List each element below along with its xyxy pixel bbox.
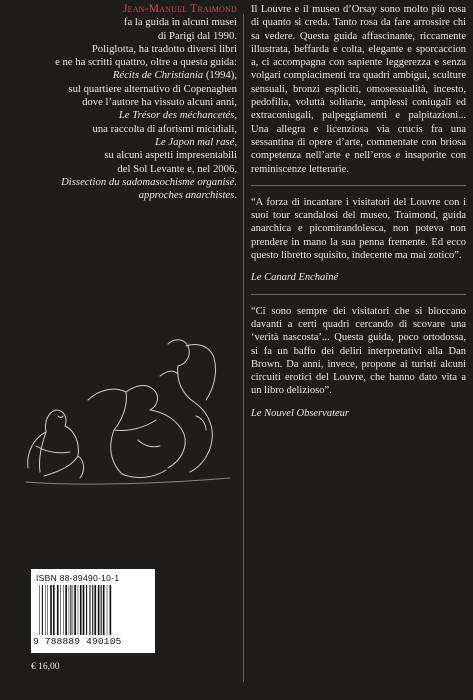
bio-line-text: fa la guida in alcuni musei	[123, 16, 237, 29]
quote-text: “Ci sono sempre dei visitatori che si bloccano davanti a certi quadri cercando di scovare una ‘verità nascosta’... Questa guida, poco ortodossa, si fa un baffo dei deliri interpretativi alla Dan Brown. Da anni, invece, propone ai turisti alcuni circuiti erotici del Louvre, che hanno dato vita a un libro delizioso”.	[251, 305, 466, 397]
barcode-label	[31, 569, 155, 653]
isbn-text: ISBN 88-89490-10-1	[36, 573, 120, 583]
bio-line-suffix: ,	[234, 109, 237, 122]
barcode-bar	[65, 585, 67, 635]
barcode-bar	[47, 585, 48, 635]
bio-line-suffix: .	[234, 189, 237, 202]
bio-line	[7, 83, 237, 96]
barcode-digits: 9 788889 490105	[33, 636, 122, 647]
bio-line-text: Le Trésor des méchancetés	[118, 109, 235, 122]
bio-line	[7, 16, 237, 29]
bio-line-text: Dissection du sadomasochisme organisé.	[61, 175, 237, 188]
bio-line	[7, 189, 237, 202]
bio-line	[7, 123, 237, 136]
barcode-bars	[38, 585, 148, 635]
barcode-bar	[70, 585, 71, 635]
barcode-bar	[50, 585, 52, 635]
bio-line	[7, 30, 237, 43]
figure-line-drawing	[18, 320, 238, 490]
author-bio	[7, 3, 237, 202]
barcode-bar	[83, 585, 85, 635]
barcode-bar	[57, 585, 59, 635]
barcode-bar	[74, 585, 76, 635]
quote-text: “A forza di incantare i visitatori del Louvre con i suoi tour scandalosi del museo, Traimond, guida anarchica e picomirandolesca, non poteva non prendere in mano la sua penna fremente. Ed ecco questo libretto squisito, indecente ma mai zotico”.	[251, 196, 466, 262]
bio-line	[7, 109, 237, 122]
bio-line-text: Poliglotta, ha tradotto diversi libri	[91, 42, 237, 55]
quote-source: Le Canard Enchaîné	[251, 272, 339, 284]
book-description: Il Louvre e il museo d’Orsay sono molto più rosa di quanto si creda. Tanto rosa da fare arrossire chi sa vedere. Questa guida affascinante, riccamente illustrata, beffarda e colta, elegante e sporcaccion a, ci accompagna con sapiente leggerezza e senza volgari compiacimenti tra quadri ambigui, sculture sensuali, bronzi espliciti, omosessualità, incesto, pedofilia, voluttà solitarie, amplessi coniugali ed extraconiugali, palpeggiamenti e palpitazioni... Una allegra e licenziosa via crucis fra una sessantina di opere d’arte, commentate con briosa competenza nell’arte e nell’eros e insaporite con reminiscenze letterarie.	[251, 4, 466, 175]
bio-line-text: approches anarchistes	[138, 189, 235, 202]
barcode-bar	[39, 585, 40, 635]
section-rule	[251, 294, 466, 295]
barcode-bar	[53, 585, 55, 635]
bio-line	[7, 149, 237, 162]
bio-line-text: Récits de Christiania	[112, 69, 204, 82]
barcode-bar	[103, 585, 105, 635]
bio-line	[7, 43, 237, 56]
barcode-bar	[80, 585, 82, 635]
barcode-bar	[98, 585, 100, 635]
bio-line-text: di Parigi dal 1990.	[158, 29, 237, 42]
price: € 16,00	[31, 662, 60, 672]
bio-line-text: e ne ha scritti quattro, oltre a questa guida:	[55, 56, 237, 69]
barcode-bar	[42, 585, 43, 635]
barcode-bar	[89, 585, 90, 635]
barcode-bar	[73, 585, 74, 635]
section-rule	[251, 185, 466, 186]
barcode-bar	[107, 585, 108, 635]
bio-line-text: sul quartiere alternativo di Copenaghen	[68, 82, 237, 95]
barcode-bar	[86, 585, 87, 635]
author-name: Jean-Manuel Traimond	[123, 3, 237, 15]
right-column	[251, 3, 466, 420]
quote-source: Le Nouvel Observateur	[251, 407, 349, 419]
bio-line	[7, 56, 237, 69]
bio-line-text: dove l’autore ha vissuto alcuni anni,	[82, 96, 237, 109]
bio-line	[7, 176, 237, 189]
bio-line-text: una raccolta di aforismi micidiali,	[92, 122, 237, 135]
bio-line	[7, 69, 237, 82]
bio-line-text: del Sol Levante e, nel 2006,	[117, 162, 237, 175]
bio-line	[7, 96, 237, 109]
barcode-bar	[78, 585, 79, 635]
barcode-bar	[69, 585, 70, 635]
barcode-bar	[45, 585, 46, 635]
barcode-bar	[60, 585, 61, 635]
bio-lines	[7, 16, 237, 202]
column-divider	[243, 14, 244, 682]
bio-line	[7, 163, 237, 176]
barcode-bar	[101, 585, 102, 635]
bio-line-text: Le Japon mal rasé	[155, 135, 235, 148]
barcode-bar	[92, 585, 93, 635]
barcode-bar	[63, 585, 64, 635]
bio-line-text: su alcuni aspetti impresentabili	[104, 149, 237, 162]
barcode-bar	[110, 585, 112, 635]
barcode-bar	[94, 585, 96, 635]
bio-line-suffix: (1994),	[203, 69, 237, 82]
bio-line	[7, 136, 237, 149]
bio-line-suffix: ,	[234, 135, 237, 148]
